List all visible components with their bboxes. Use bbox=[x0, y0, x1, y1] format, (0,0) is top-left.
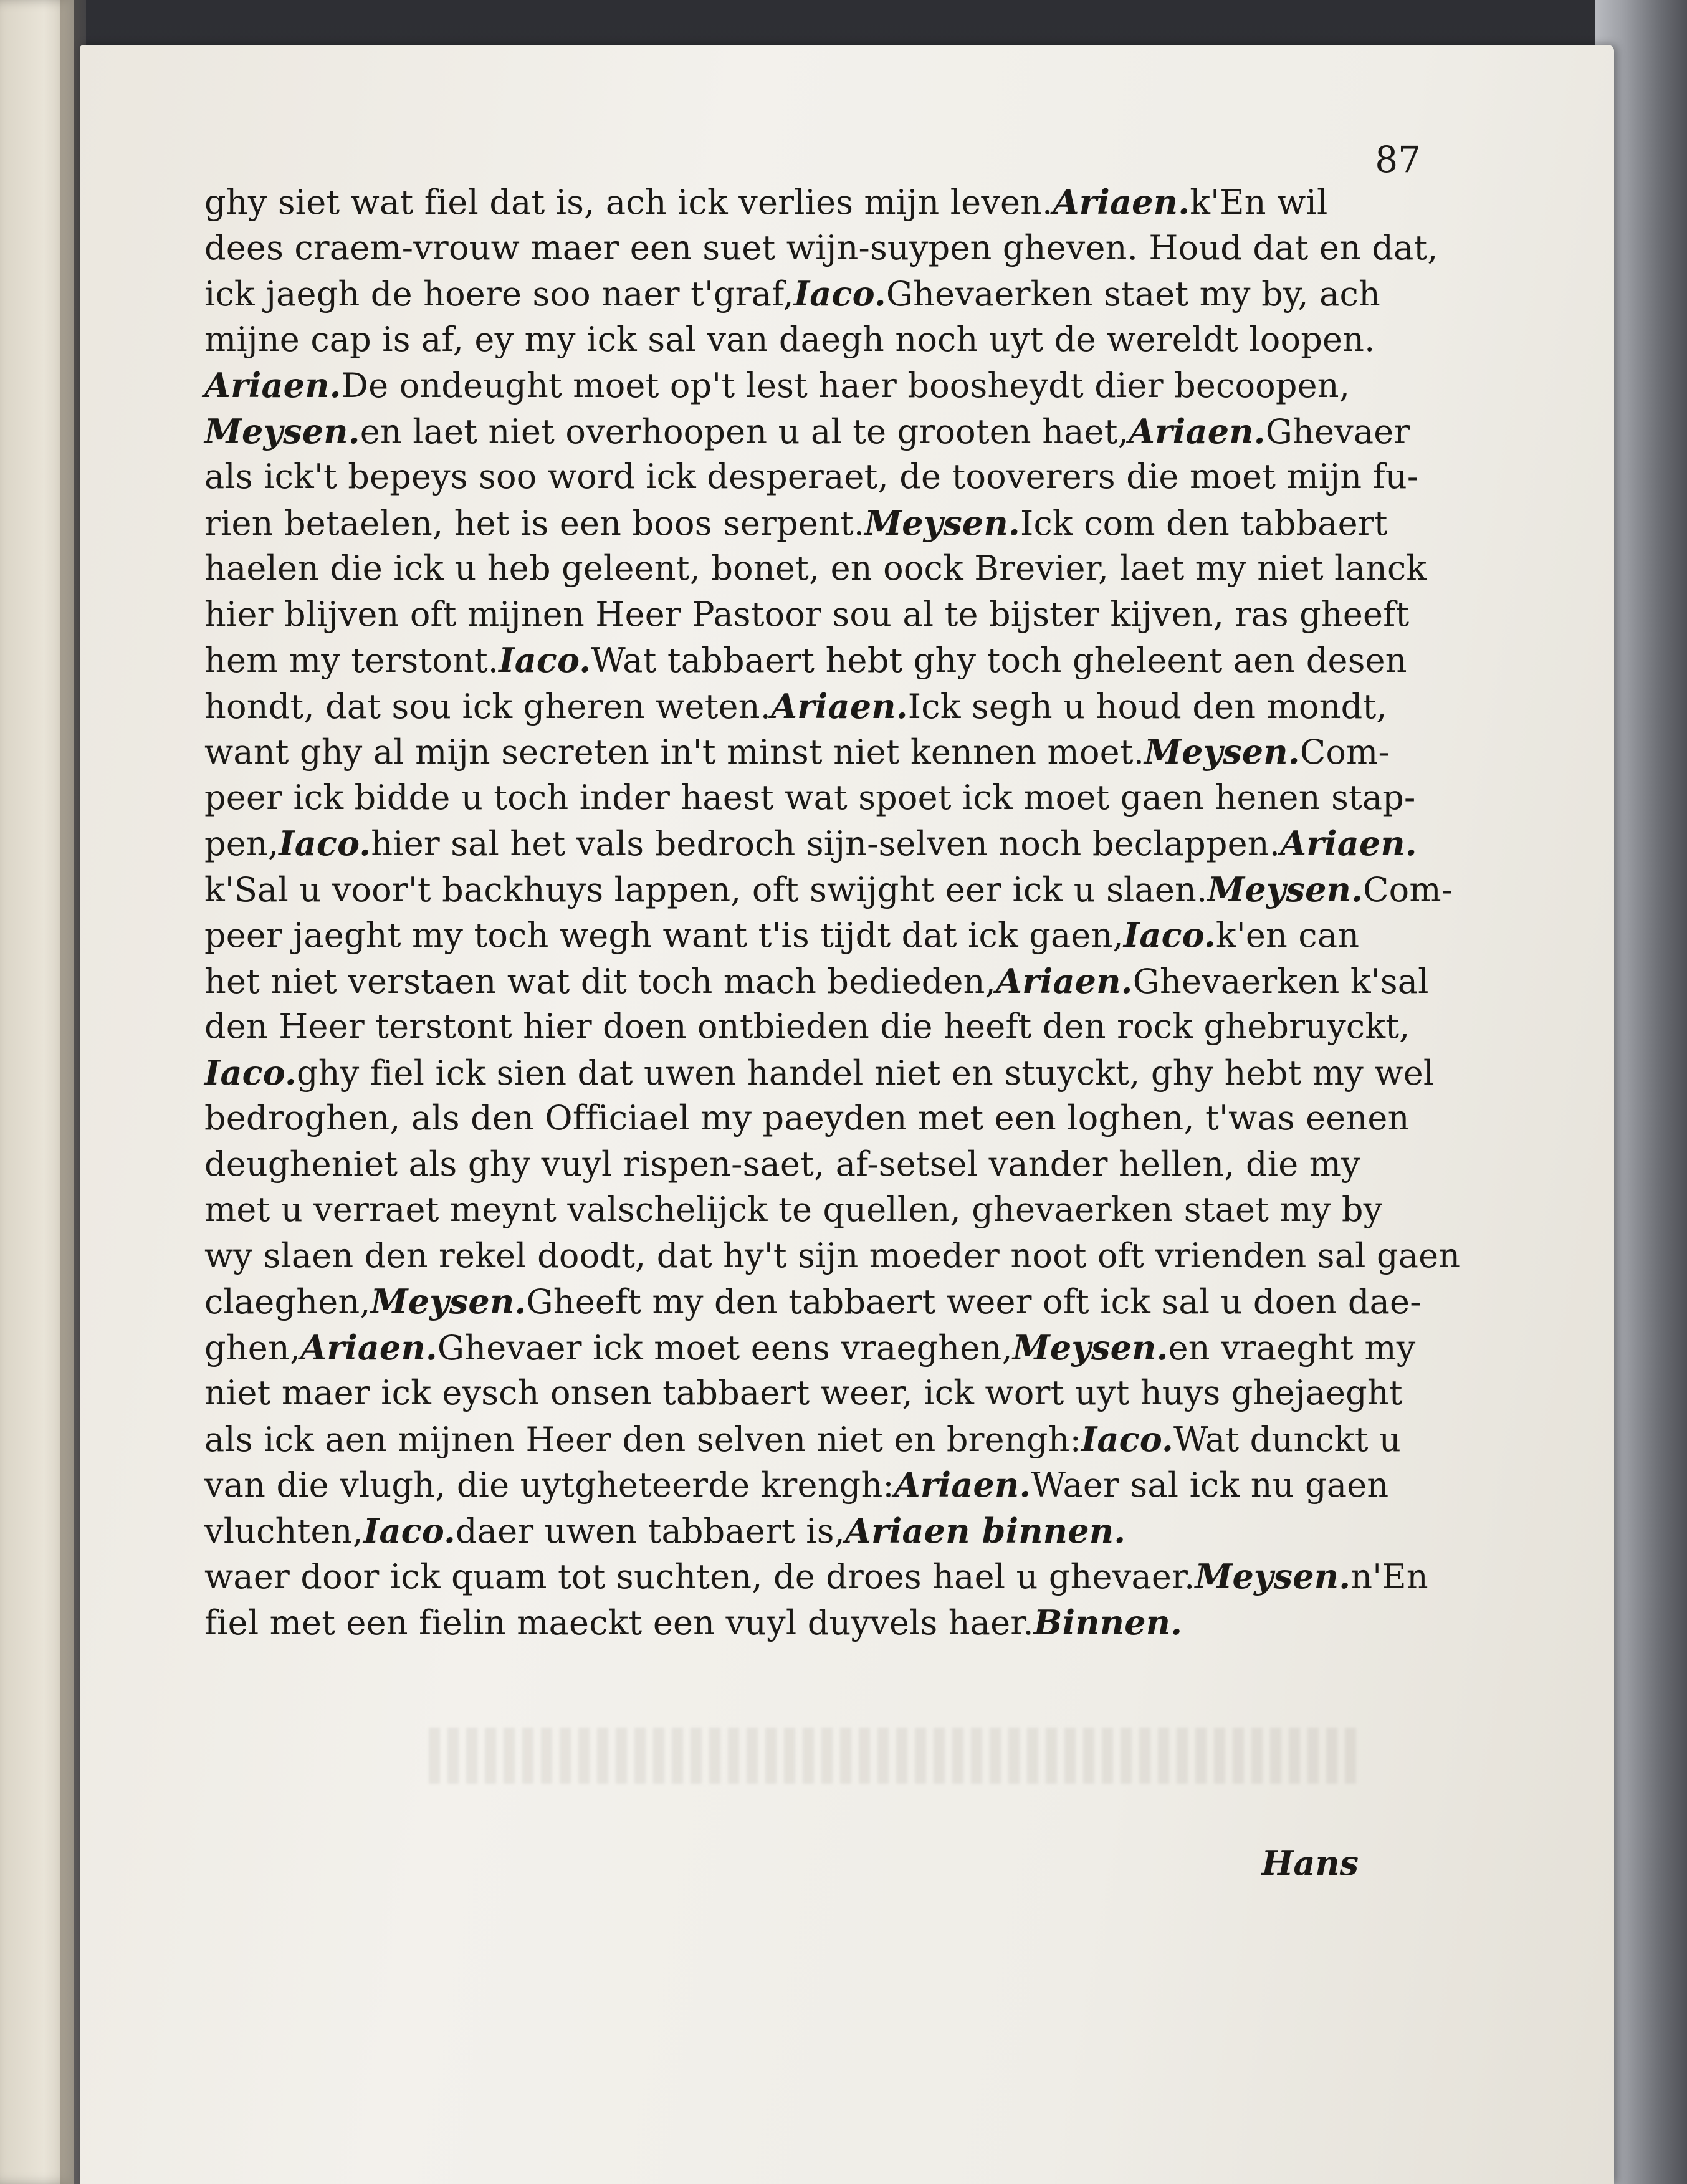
page-number: 87 bbox=[1375, 138, 1421, 181]
text-line bbox=[204, 228, 1470, 274]
speaker-name: Ariaen. bbox=[771, 686, 908, 726]
line-text: mijne cap is af, ey my ick sal van daegh noch uyt de wereldt loopen. bbox=[204, 319, 1375, 359]
line-text: Wat tabbaert hebt ghy toch gheleent aen desen bbox=[591, 641, 1407, 680]
line-text: pen, bbox=[204, 824, 279, 863]
line-text: ghen, bbox=[204, 1328, 301, 1367]
line-text: ghy fiel ick sien dat uwen handel niet en stuyckt, ghy hebt my wel bbox=[297, 1053, 1435, 1093]
text-line bbox=[204, 274, 1470, 320]
line-text: Com- bbox=[1299, 732, 1390, 772]
text-line bbox=[204, 640, 1470, 686]
line-text: den Heer terstont hier doen ontbieden die heeft den rock ghebruyckt, bbox=[204, 1007, 1410, 1046]
line-text: bedroghen, als den Officiael my paeyden met een loghen, t'was eenen bbox=[204, 1098, 1410, 1138]
speaker-name: Iaco. bbox=[499, 640, 591, 680]
speaker-name: Meysen. bbox=[1207, 869, 1364, 909]
speaker-name: Ariaen. bbox=[1129, 411, 1266, 451]
text-line bbox=[204, 182, 1470, 228]
text-line bbox=[204, 548, 1470, 595]
line-text: De ondeught moet op't lest haer boosheydt dier becoopen, bbox=[341, 366, 1350, 405]
speaker-name: Ariaen binnen. bbox=[845, 1510, 1126, 1551]
line-text: Gheeft my den tabbaert weer oft ick sal u doen dae- bbox=[526, 1282, 1422, 1321]
speaker-name: Ariaen. bbox=[300, 1327, 437, 1367]
text-line bbox=[204, 1236, 1470, 1282]
speaker-name: Iaco. bbox=[204, 1052, 297, 1093]
line-text: ick jaegh de hoere soo naer t'graf, bbox=[204, 274, 794, 314]
text-line bbox=[204, 1328, 1470, 1374]
line-text: claeghen, bbox=[204, 1282, 371, 1321]
speaker-name: Iaco. bbox=[1123, 915, 1216, 955]
text-line bbox=[204, 1373, 1470, 1419]
line-text: Ghevaer ick moet eens vraeghen, bbox=[437, 1328, 1013, 1367]
text-line bbox=[204, 778, 1470, 824]
book-page bbox=[80, 45, 1614, 2184]
speaker-name: Meysen. bbox=[1144, 732, 1300, 772]
line-text: deugheniet als ghy vuyl rispen-saet, af-setsel vander hellen, die my bbox=[204, 1144, 1360, 1184]
line-text: dees craem-vrouw maer een suet wijn-suypen gheven. Houd dat en dat, bbox=[204, 228, 1438, 267]
text-line bbox=[204, 1556, 1470, 1602]
line-text: als ick't bepeys soo word ick desperaet, de tooverers die moet mijn fu- bbox=[204, 457, 1419, 496]
ink-offset-smudge bbox=[429, 1728, 1364, 1784]
line-text: als ick aen mijnen Heer den selven niet en brengh: bbox=[204, 1419, 1081, 1459]
line-text: Ick com den tabbaert bbox=[1020, 503, 1388, 543]
line-text: hem my terstont. bbox=[204, 641, 499, 680]
text-block bbox=[204, 182, 1470, 1648]
text-line bbox=[204, 1098, 1470, 1144]
text-line bbox=[204, 1053, 1470, 1099]
line-text: Waer sal ick nu gaen bbox=[1031, 1465, 1389, 1505]
line-text: k'En wil bbox=[1190, 183, 1328, 222]
text-line bbox=[204, 457, 1470, 503]
text-line bbox=[204, 1007, 1470, 1053]
line-text: het niet verstaen wat dit toch mach bedieden, bbox=[204, 961, 996, 1001]
speaker-name: Iaco. bbox=[363, 1510, 456, 1551]
line-text: haelen die ick u heb geleent, bonet, en oock Brevier, laet my niet lanck bbox=[204, 548, 1427, 588]
line-text: Ghevaerken staet my by, ach bbox=[886, 274, 1380, 314]
line-text: waer door ick quam tot suchten, de droes hael u ghevaer. bbox=[204, 1557, 1195, 1596]
text-line bbox=[204, 823, 1470, 869]
line-text: want ghy al mijn secreten in't minst niet kennen moet. bbox=[204, 732, 1145, 772]
text-line bbox=[204, 411, 1470, 457]
line-text: en laet niet overhoopen u al te grooten haet, bbox=[360, 411, 1129, 451]
line-text: Ghevaer bbox=[1265, 411, 1410, 451]
speaker-name: Iaco. bbox=[793, 274, 886, 314]
catchword: Hans bbox=[1261, 1843, 1359, 1883]
line-text: Com- bbox=[1363, 869, 1453, 909]
line-text: Ghevaerken k'sal bbox=[1132, 961, 1429, 1001]
text-line bbox=[204, 686, 1470, 732]
line-text: wy slaen den rekel doodt, dat hy't sijn moeder noot oft vrienden sal gaen bbox=[204, 1235, 1461, 1275]
speaker-name: Meysen. bbox=[204, 411, 360, 451]
speaker-name: Ariaen. bbox=[1280, 823, 1417, 863]
speaker-name: Binnen. bbox=[1033, 1602, 1183, 1642]
line-text: rien betaelen, het is een boos serpent. bbox=[204, 503, 865, 543]
line-text: fiel met een fielin maeckt een vuyl duyvels haer. bbox=[204, 1602, 1034, 1642]
text-line bbox=[204, 503, 1470, 549]
text-line bbox=[204, 1281, 1470, 1328]
line-text: hier sal het vals bedroch sijn-selven noch beclappen. bbox=[371, 824, 1281, 863]
text-line bbox=[204, 320, 1470, 366]
text-line bbox=[204, 915, 1470, 961]
text-line bbox=[204, 961, 1470, 1007]
line-text: van die vlugh, die uytgheteerde krengh: bbox=[204, 1465, 894, 1505]
speaker-name: Meysen. bbox=[370, 1281, 527, 1321]
speaker-name: Meysen. bbox=[864, 502, 1020, 543]
speaker-name: Iaco. bbox=[279, 823, 371, 863]
line-text: n'En bbox=[1350, 1557, 1428, 1596]
text-line bbox=[204, 1190, 1470, 1236]
line-text: met u verraet meynt valschelijck te quellen, ghevaerken staet my by bbox=[204, 1190, 1383, 1229]
line-text: hier blijven oft mijnen Heer Pastoor sou al te bijster kijven, ras gheeft bbox=[204, 594, 1410, 634]
text-line bbox=[204, 732, 1470, 778]
line-text: Ick segh u houd den mondt, bbox=[907, 686, 1387, 726]
line-text: Wat dunckt u bbox=[1173, 1419, 1401, 1459]
text-line bbox=[204, 1419, 1470, 1465]
text-line bbox=[204, 1511, 1470, 1557]
speaker-name: Meysen. bbox=[1012, 1327, 1168, 1367]
line-text: k'en can bbox=[1215, 916, 1360, 955]
text-line bbox=[204, 595, 1470, 641]
text-line bbox=[204, 1465, 1470, 1511]
text-line bbox=[204, 1144, 1470, 1190]
line-text: ghy siet wat fiel dat is, ach ick verlies mijn leven. bbox=[204, 183, 1053, 222]
speaker-name: Meysen. bbox=[1195, 1556, 1351, 1596]
line-text: k'Sal u voor't backhuys lappen, oft swijght eer ick u slaen. bbox=[204, 869, 1208, 909]
line-text: hondt, dat sou ick gheren weten. bbox=[204, 686, 772, 726]
speaker-name: Iaco. bbox=[1081, 1419, 1173, 1459]
line-text: niet maer ick eysch onsen tabbaert weer, ick wort uyt huys ghejaeght bbox=[204, 1373, 1403, 1412]
speaker-name: Ariaen. bbox=[204, 365, 342, 405]
line-text: vluchten, bbox=[204, 1511, 363, 1551]
line-text: en vraeght my bbox=[1168, 1328, 1416, 1367]
text-line bbox=[204, 1602, 1470, 1649]
text-line bbox=[204, 869, 1470, 916]
line-text: peer ick bidde u toch inder haest wat spoet ick moet gaen henen stap- bbox=[204, 777, 1416, 817]
text-line bbox=[204, 365, 1470, 411]
line-text: peer jaeght my toch wegh want t'is tijdt dat ick gaen, bbox=[204, 916, 1124, 955]
speaker-name: Ariaen. bbox=[894, 1465, 1031, 1505]
speaker-name: Ariaen. bbox=[996, 960, 1133, 1001]
speaker-name: Ariaen. bbox=[1053, 182, 1190, 222]
line-text: daer uwen tabbaert is, bbox=[455, 1511, 845, 1551]
